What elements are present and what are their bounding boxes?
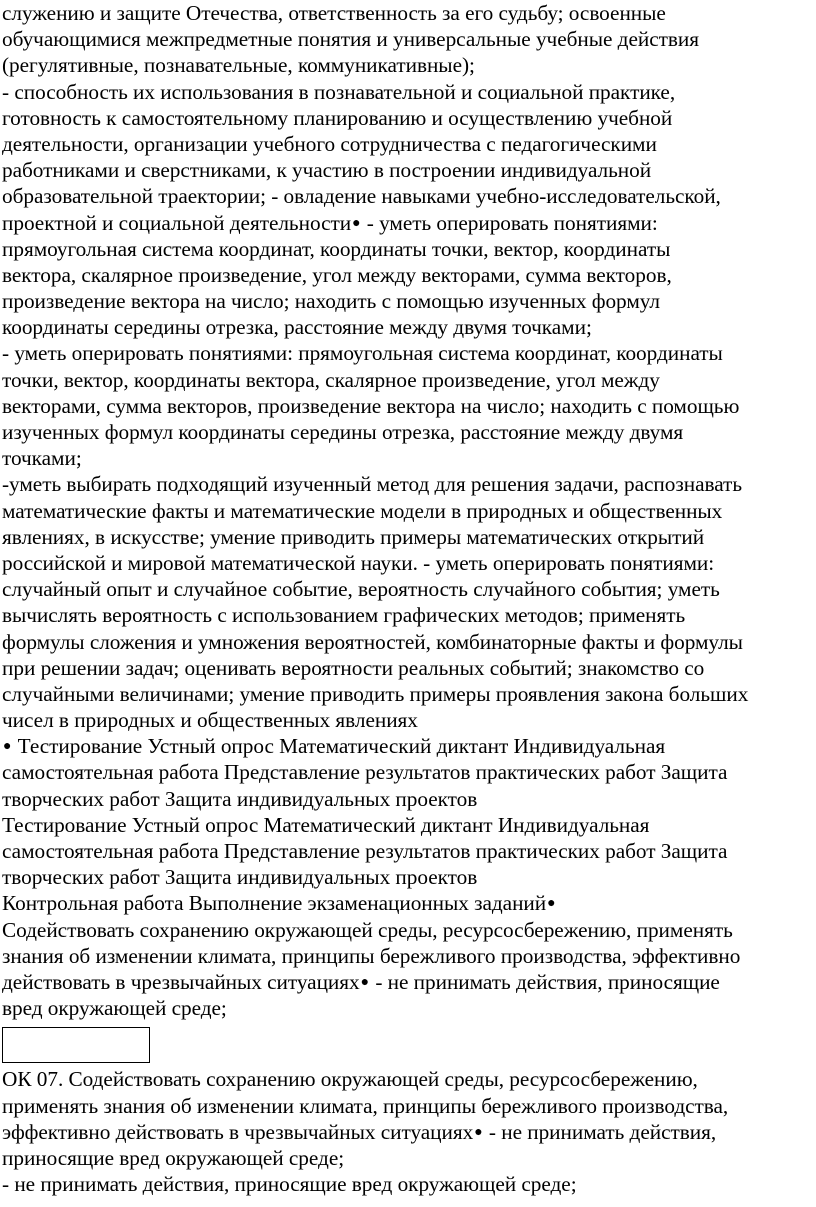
text-line: работниками и сверстниками, к участию в построении индивидуальной [2, 158, 652, 183]
text-line [2, 969, 814, 995]
text-line: служению и защите Отечества, ответственность за его судьбу; освоенные [2, 1, 666, 25]
text-line: образовательной траектории; - овладение навыками учебно-исследовательской, [2, 184, 721, 209]
text-line: Содействовать сохранению окружающей среды, ресурсосбережению, применять [2, 917, 733, 942]
text-segment: - уметь оперировать понятиями: [361, 210, 658, 235]
text-line: явлениях, в искусстве; умение приводить примеры математических открытий [2, 524, 705, 549]
text-line: координаты середины отрезка, расстояние между двумя точками; [2, 315, 592, 340]
text-line: - уметь оперировать понятиями: прямоугольная система координат, координаты [2, 341, 723, 366]
text-line: чисел в природных и общественных явлениях [2, 708, 418, 733]
text-line [2, 733, 814, 759]
text-line: при решении задач; оценивать вероятности реальных событий; знакомство со [2, 655, 705, 680]
text-line: обучающимися межпредметные понятия и универсальные учебные действия [2, 27, 699, 52]
text-line: приносящие вред окружающей среде; [2, 1145, 345, 1170]
empty-table-cell [2, 1027, 150, 1063]
text-line: применять знания об изменении климата, принципы бережливого производства, [2, 1093, 729, 1118]
bullet-icon: ● [3, 739, 12, 755]
text-line: произведение вектора на число; находить с помощью изученных формул [2, 289, 660, 314]
text-line: точки, вектор, координаты вектора, скалярное произведение, угол между [2, 367, 660, 392]
text-line: вычислять вероятность с использованием графических методов; применять [2, 603, 686, 628]
text-line: творческих работ Защита индивидуальных проектов [2, 786, 478, 811]
document-page [2, 0, 814, 1197]
text-line: самостоятельная работа Представление результатов практических работ Защита [2, 839, 728, 863]
text-segment: эффективно действовать в чрезвычайных ситуациях [2, 1119, 474, 1144]
text-line: самостоятельная работа Представление результатов практических работ Защита [2, 760, 728, 785]
text-segment: действовать в чрезвычайных ситуациях [2, 969, 360, 994]
text-line: знания об изменении климата, принципы бережливого производства, эффективно [2, 943, 741, 968]
text-line: деятельности, организации учебного сотрудничества с педагогическими [2, 131, 657, 156]
text-line: прямоугольная система координат, координаты точки, вектор, координаты [2, 236, 671, 261]
text-segment: Контрольная работа Выполнение экзаменационных заданий [2, 891, 547, 916]
text-line [2, 210, 814, 236]
text-line: готовность к самостоятельному планированию и осуществлению учебной [2, 105, 673, 130]
text-line: - способность их использования в познавательной и социальной практике, [2, 79, 676, 104]
text-line: Тестирование Устный опрос Математический диктант Индивидуальная [2, 812, 650, 837]
text-segment: проектной и социальной деятельности [2, 210, 352, 235]
text-line: изученных формул координаты середины отрезка, расстояние между двумя [2, 420, 684, 444]
text-line: вектора, скалярное произведение, угол между векторами, сумма векторов, [2, 262, 672, 287]
text-segment: - не принимать действия, [483, 1119, 717, 1144]
text-line: -уметь выбирать подходящий изученный метод для решения задачи, распознавать [2, 472, 742, 497]
text-line [2, 890, 814, 916]
text-segment: - не принимать действия, приносящие [370, 969, 720, 994]
text-line: российской и мировой математической науки. - уметь оперировать понятиями: [2, 550, 715, 575]
text-line: математические факты и математические модели в природных и общественных [2, 498, 723, 523]
text-line: формулы сложения и умножения вероятностей, комбинаторные факты и формулы [2, 629, 743, 654]
bullet-icon: ● [547, 896, 556, 912]
text-line: точками; [2, 446, 82, 471]
text-line: случайными величинами; умение приводить примеры проявления закона больших [2, 681, 749, 706]
text-line [2, 1119, 814, 1145]
text-line: ОК 07. Содействовать сохранению окружающей среды, ресурсосбережению, [2, 1067, 698, 1092]
text-line: - не принимать действия, приносящие вред окружающей среде; [2, 1172, 577, 1197]
text-line: векторами, сумма векторов, произведение вектора на число; находить с помощью [2, 393, 740, 418]
text-segment: Тестирование Устный опрос Математический диктант Индивидуальная [12, 734, 666, 759]
text-line: (регулятивные, познавательные, коммуникативные); [2, 53, 475, 78]
bullet-icon: ● [360, 974, 370, 990]
bullet-icon: ● [352, 215, 361, 231]
text-line: творческих работ Защита индивидуальных проектов [2, 865, 478, 890]
text-line: вред окружающей среде; [2, 996, 227, 1021]
bullet-icon: ● [474, 1124, 483, 1140]
text-line: случайный опыт и случайное событие, вероятность случайного события; уметь [2, 577, 720, 602]
